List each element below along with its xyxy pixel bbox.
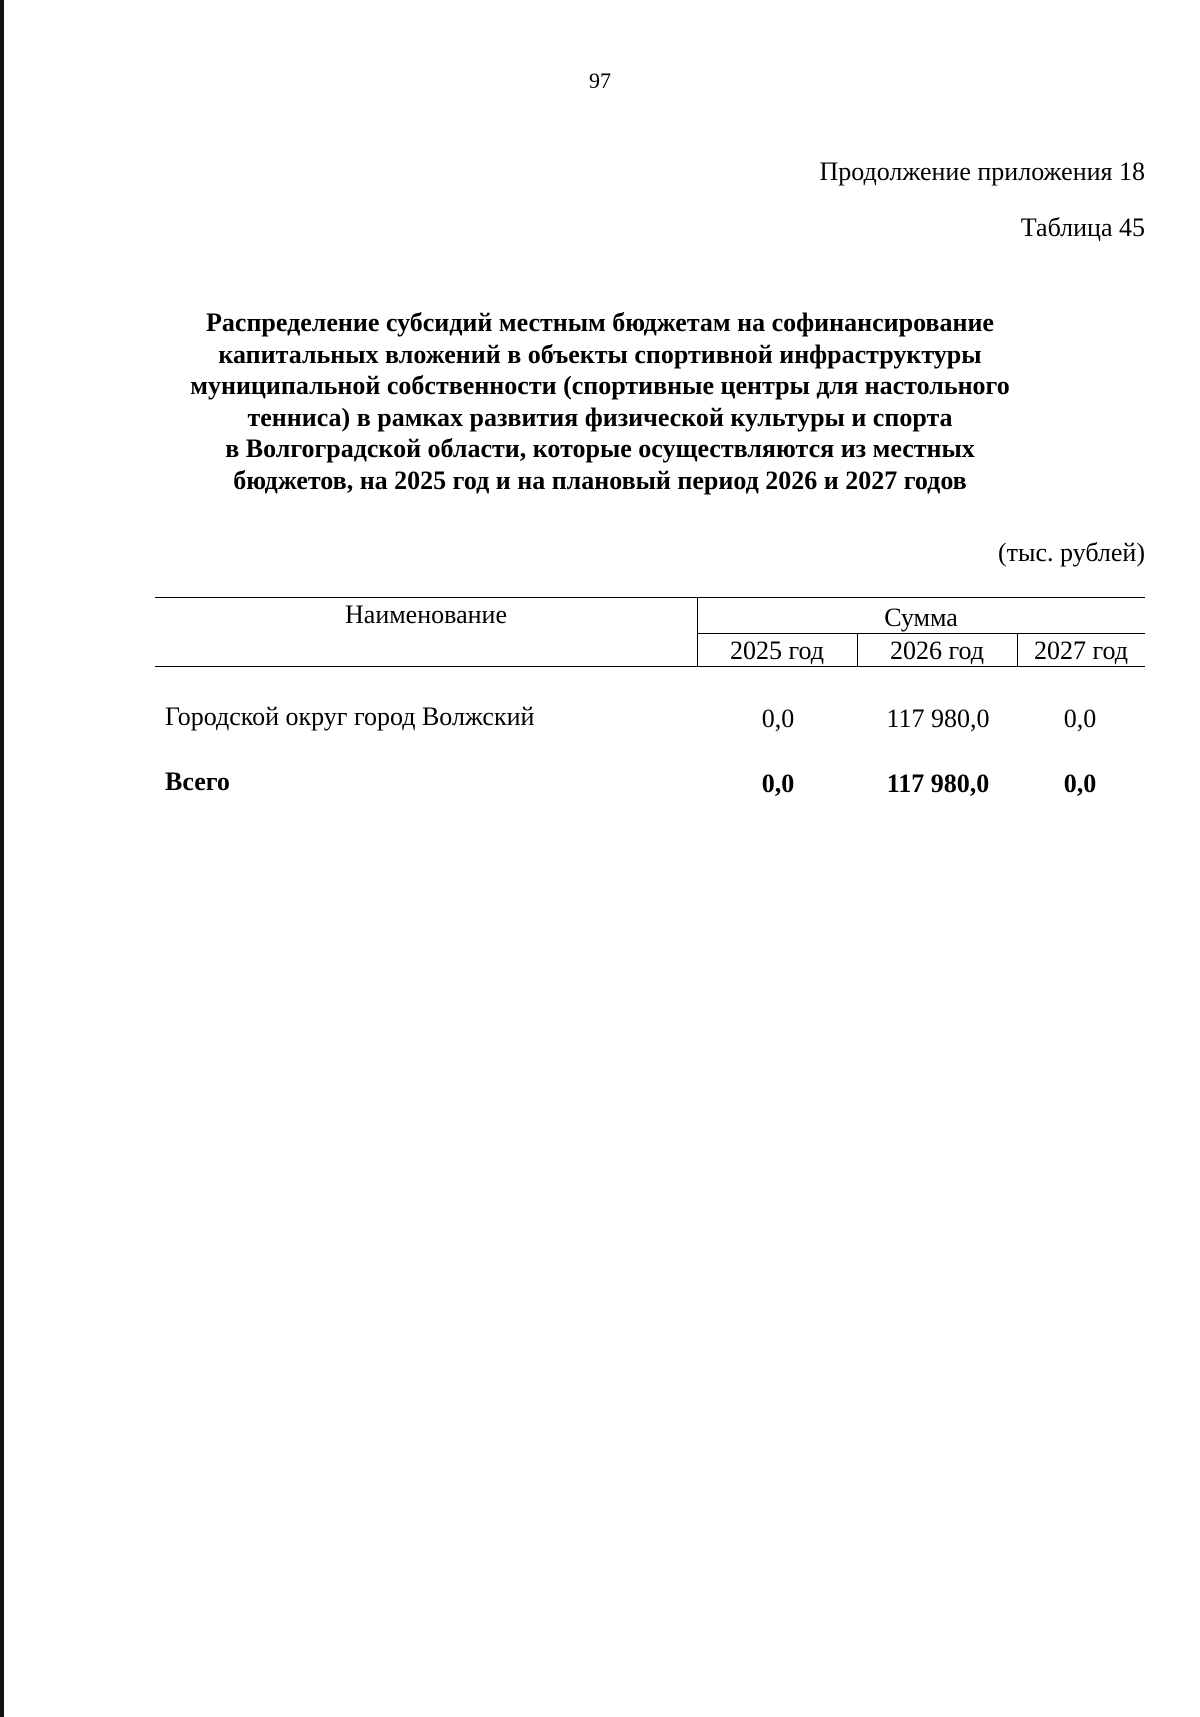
row-value-2027: 0,0 bbox=[1063, 704, 1097, 733]
units-note: (тыс. рублей) bbox=[997, 538, 1145, 567]
total-value-2025: 0,0 bbox=[761, 769, 795, 798]
column-header-sum: Сумма bbox=[884, 603, 958, 632]
appendix-note: Продолжение приложения 18 bbox=[819, 157, 1145, 186]
total-value-2027: 0,0 bbox=[1063, 769, 1097, 798]
total-label: Всего bbox=[165, 767, 230, 796]
scan-edge bbox=[0, 0, 4, 1717]
sum-header-rule bbox=[697, 633, 1145, 634]
table-top-rule bbox=[155, 597, 1145, 598]
row-name: Городской округ город Волжский bbox=[165, 702, 535, 731]
table-number: Таблица 45 bbox=[1020, 213, 1145, 242]
row-value-2025: 0,0 bbox=[761, 704, 795, 733]
document-title: Распределение субсидий местным бюджетам на софинансирование капитальных вложений в объекты спортивной инфраструктуры муниципальной собственности (спортивные центры для настольного тенниса) в рамках развития физической культуры и спорта в Волгоградской области, которые осуществляются из местных бюджетов, на 2025 год и на плановый период 2026 и 2027 годов bbox=[190, 308, 1010, 495]
column-header-2026: 2026 год bbox=[890, 636, 984, 665]
row-value-2026: 117 980,0 bbox=[886, 704, 990, 733]
total-value-2026: 117 980,0 bbox=[886, 769, 990, 798]
column-header-name: Наименование bbox=[345, 600, 507, 629]
column-header-2025: 2025 год bbox=[730, 636, 824, 665]
column-header-2027: 2027 год bbox=[1034, 636, 1128, 665]
table-header-bottom-rule bbox=[155, 666, 1145, 667]
page-number: 97 bbox=[589, 68, 611, 93]
